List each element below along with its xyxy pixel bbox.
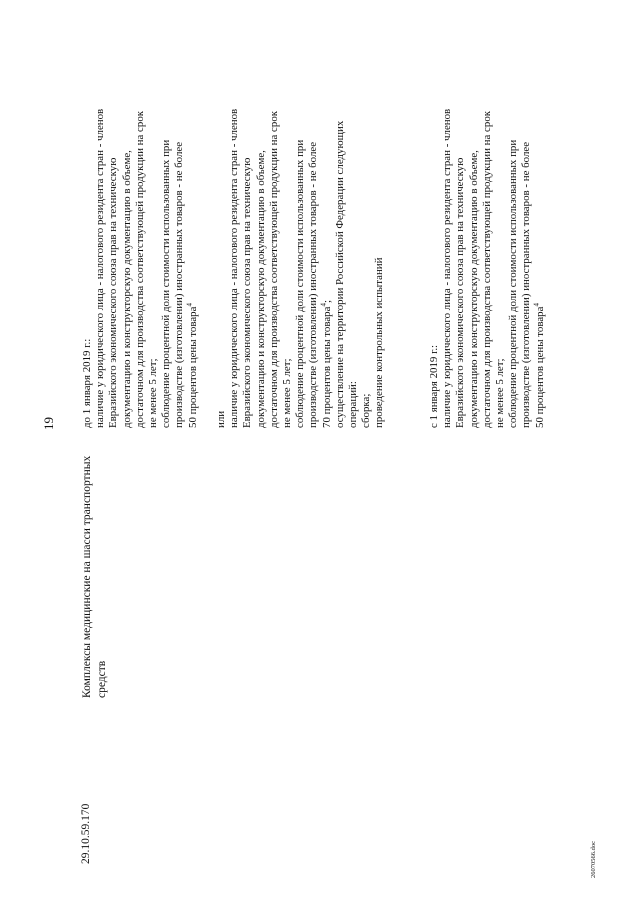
- product-name: [80, 453, 110, 698]
- requirement-line: соблюдение процентной доли стоимости использованных при: [507, 139, 520, 428]
- rotated-page: [22, 18, 612, 878]
- requirement-line: Евразийского экономического союза прав на техническую: [454, 157, 467, 428]
- requirement-line: соблюдение процентной доли стоимости использованных при: [294, 139, 307, 428]
- product-name-line: средств: [96, 660, 108, 698]
- requirement-line: документацию и конструкторскую документацию в объеме,: [467, 150, 480, 428]
- requirement-suffix: ;: [320, 300, 333, 304]
- footnote-ref: 4: [185, 303, 193, 307]
- requirement-line: [534, 8, 547, 428]
- footnote-ref: 4: [319, 303, 327, 307]
- requirement-line: осуществление на территории Российской Федерации следующих: [333, 120, 346, 428]
- requirement-line: документацию и конструкторскую документацию в объеме,: [120, 150, 133, 428]
- requirements-from-2019: [428, 8, 547, 428]
- requirement-line: достаточном для производства соответствующей продукции на срок: [267, 110, 280, 428]
- product-name-line: Комплексы медицинские на шасси транспортных: [81, 455, 93, 698]
- requirement-line: достаточном для производства соответствующей продукции на срок: [133, 110, 146, 428]
- requirement-text: 70 процентов цены товара: [320, 306, 333, 428]
- requirement-line: не менее 5 лет;: [281, 358, 294, 428]
- requirement-line: с 1 января 2019 г.:: [428, 344, 440, 428]
- requirement-line: операций:: [347, 381, 360, 428]
- requirement-line: не менее 5 лет;: [494, 358, 507, 428]
- requirements-before-2019: [81, 8, 200, 428]
- footnote-ref: 4: [532, 303, 540, 307]
- requirement-line: наличие у юридического лица - налогового резидента стран - членов: [441, 108, 454, 428]
- document-id: 26070566.doc: [590, 840, 597, 878]
- requirement-line: документацию и конструкторскую документацию в объеме,: [254, 150, 267, 428]
- requirement-line: Евразийского экономического союза прав на техническую: [107, 157, 120, 428]
- requirement-line: не менее 5 лет;: [147, 358, 160, 428]
- requirement-line: достаточном для производства соответствующей продукции на срок: [480, 110, 493, 428]
- requirement-line: производстве (изготовлении) иностранных товаров - не более: [307, 141, 320, 428]
- requirement-line: [321, 8, 334, 428]
- requirement-line: или: [215, 410, 227, 428]
- product-code: 29.10.59.170: [80, 803, 92, 864]
- requirement-line: производстве (изготовлении) иностранных товаров - не более: [520, 141, 533, 428]
- requirement-line: до 1 января 2019 г.:: [81, 338, 93, 428]
- requirements-alternative: [215, 8, 387, 428]
- requirement-line: наличие у юридического лица - налогового резидента стран - членов: [94, 108, 107, 428]
- requirement-line: соблюдение процентной доли стоимости использованных при: [160, 139, 173, 428]
- requirement-line: наличие у юридического лица - налогового резидента стран - членов: [228, 108, 241, 428]
- requirement-line: [187, 8, 200, 428]
- requirement-line: производстве (изготовлении) иностранных товаров - не более: [173, 141, 186, 428]
- requirement-text: 50 процентов цены товара: [186, 306, 199, 428]
- requirement-line: проведение контрольных испытаний: [373, 257, 386, 428]
- requirement-line: сборка;: [360, 393, 373, 428]
- requirement-text: 50 процентов цены товара: [533, 306, 546, 428]
- requirement-line: Евразийского экономического союза прав на техническую: [241, 157, 254, 428]
- page-number: 19: [41, 417, 56, 430]
